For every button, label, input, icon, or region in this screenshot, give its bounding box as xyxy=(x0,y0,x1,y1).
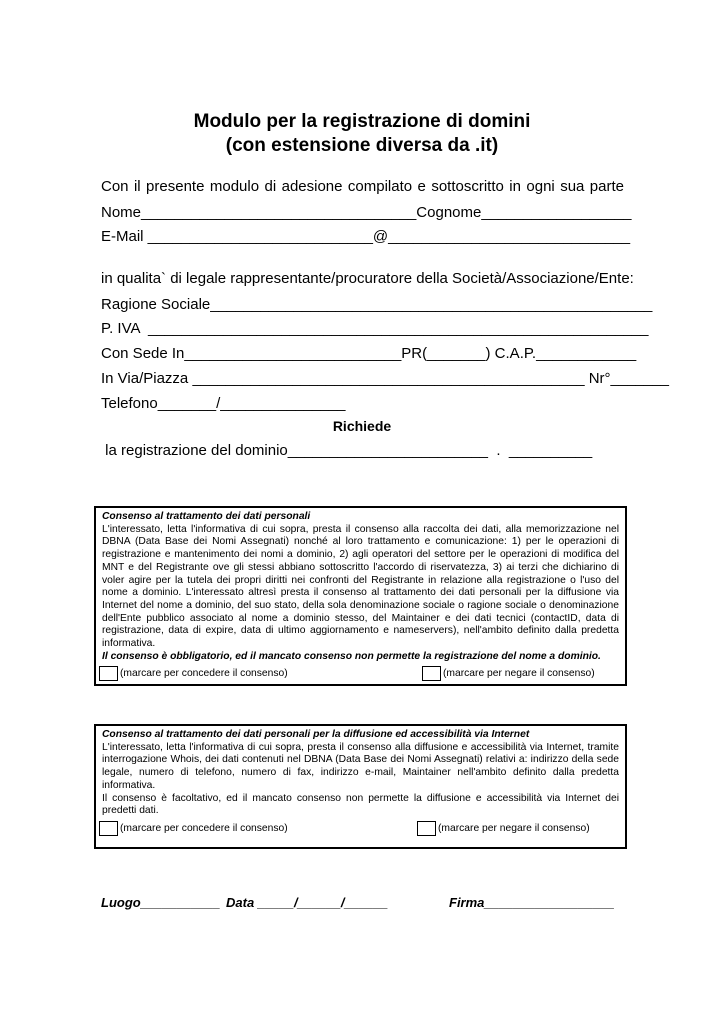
firma-field: Firma__________________ xyxy=(449,895,615,910)
consenso-diffusione-box xyxy=(94,724,627,849)
consenso2-heading: Consenso al trattamento dei dati personali per la diffusione ed accessibilità via Internet xyxy=(102,729,530,740)
partita-iva-field: P. IVA ____________________________________________________________ xyxy=(101,320,649,337)
document-title-line-1: Modulo per la registrazione di domini xyxy=(193,111,531,132)
intro-text: Con il presente modulo di adesione compilato e sottoscritto in ogni sua parte xyxy=(101,178,624,195)
consenso1-accept-checkbox[interactable] xyxy=(99,666,118,681)
email-field: E-Mail ___________________________@_____________________________ xyxy=(101,228,631,245)
consenso1-heading: Consenso al trattamento dei dati personali xyxy=(102,511,311,522)
consenso2-accept-option[interactable] xyxy=(99,821,288,836)
consenso2-body: L'interessato, letta l'informativa di cui sopra, presta il consenso alla diffusione e accessibilità via Internet, tramite interrogazione Whois, dei dati contenuti nel DBNA (Data Base dei Nomi Assegnati) relativi a: indirizzo della sede legale, numero di telefono, numero di fax, indirizzo e-mail, Maintainer nell'ambito definito dalla predetta informativa. xyxy=(102,741,619,791)
consenso1-deny-checkbox[interactable] xyxy=(422,666,441,681)
consenso2-accept-label: (marcare per concedere il consenso) xyxy=(120,822,288,834)
consenso1-body: L'interessato, letta l'informativa di cui sopra, presta il consenso alla raccolta dei dati, alla memorizzazione nel DBNA (Data Base dei Nomi Assegnati) nonché al loro trattamento e comunicazione: 1) per le operazioni di registrazione e mantenimento dei nomi a dominio, 2) agli operatori del settore per le operazioni di modifica del MNT e del Registrante ove gli stessi abbiano sottoscritto l'accordo di riservatezza, 3) ai terzi che dichiarino di voler agire per la tutela dei propri diritti nei confronti del Registrante in relazione alla registrazione o l'uso del nome a dominio. L'interessato altresì presta il consenso al trattamento dei dati personali per la diffusione via Internet del nome a dominio, del suo stato, della sola denominazione sociale o ragione sociale o denominazione dell'Ente pubblico associato al nome a dominio stesso, del Maintainer e dei dati tecnici (contactID, data di registrazione, data di expire, data di ultimo aggiornamento e nameservers), nell'ambito definito dalla predetta informativa. xyxy=(102,523,619,650)
consenso1-deny-label: (marcare per negare il consenso) xyxy=(443,668,595,680)
consenso1-note: Il consenso è obbligatorio, ed il mancato consenso non permette la registrazione del nome a dominio. xyxy=(102,650,601,662)
via-piazza-field: In Via/Piazza _______________________________________________ Nr°_______ xyxy=(101,370,669,387)
consenso2-accept-checkbox[interactable] xyxy=(99,821,118,836)
document-title-line-2: (con estensione diversa da .it) xyxy=(225,135,499,156)
consenso2-deny-checkbox[interactable] xyxy=(417,821,436,836)
data-field: Data _____/______/______ xyxy=(226,895,388,910)
nome-cognome-field: Nome_________________________________Cognome__________________ xyxy=(101,204,632,221)
consenso1-accept-option[interactable] xyxy=(99,666,288,681)
consenso1-deny-option[interactable] xyxy=(422,666,595,681)
consenso2-options xyxy=(102,821,619,839)
consenso1-options xyxy=(102,666,619,684)
dominio-field: la registrazione del dominio________________________ . __________ xyxy=(101,442,593,459)
consenso2-deny-label: (marcare per negare il consenso) xyxy=(438,822,590,834)
richiede-heading: Richiede xyxy=(332,418,392,434)
consenso1-accept-label: (marcare per concedere il consenso) xyxy=(120,668,288,680)
consenso2-deny-option[interactable] xyxy=(417,821,590,836)
luogo-field: Luogo___________ xyxy=(101,895,221,910)
qualita-text: in qualita` di legale rappresentante/procuratore della Società/Associazione/Ente: xyxy=(101,270,634,287)
consenso2-body-2: Il consenso è facoltativo, ed il mancato consenso non permette la diffusione e accessibilità via Internet dei predetti dati. xyxy=(102,792,619,817)
sede-field: Con Sede In__________________________PR(_______) C.A.P.____________ xyxy=(101,345,637,362)
ragione-sociale-field: Ragione Sociale_____________________________________________________ xyxy=(101,296,653,313)
telefono-field: Telefono_______/_______________ xyxy=(101,395,346,412)
consenso-trattamento-box xyxy=(94,506,627,686)
